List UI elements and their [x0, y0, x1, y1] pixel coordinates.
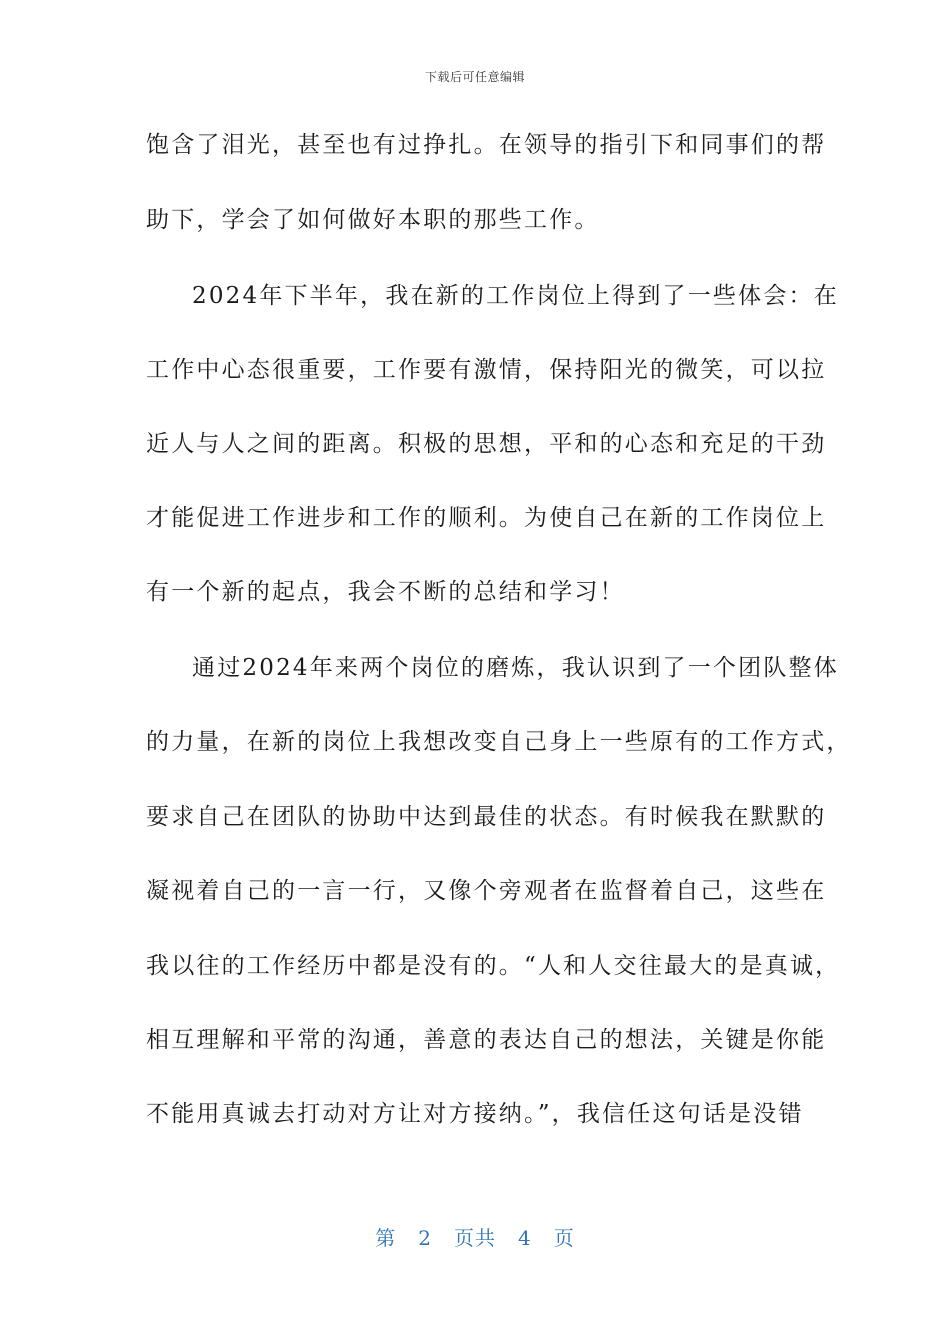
paragraph-line: 才能促进工作进步和工作的顺利。为使自己在新的工作岗位上 [146, 505, 827, 531]
paragraph-line: 相互理解和平常的沟通，善意的表达自己的想法，关键是你能 [146, 1027, 827, 1053]
page-header-note: 下载后可任意编辑 [424, 70, 525, 84]
footer-suffix: 页 [553, 1226, 575, 1250]
paragraph-line: 通过2024年来两个岗位的磨炼，我认识到了一个团队整体 [192, 655, 839, 681]
paragraph-line: 2024年下半年，我在新的工作岗位上得到了一些体会：在 [192, 283, 839, 309]
paragraph-line: 饱含了泪光，甚至也有过挣扎。在领导的指引下和同事们的帮 [146, 132, 827, 158]
paragraph-line: 凝视着自己的一言一行，又像个旁观者在监督着自己，这些在 [146, 878, 827, 904]
paragraph-line: 有一个新的起点，我会不断的总结和学习！ [146, 579, 625, 605]
paragraph-line: 不能用真诚去打动对方让对方接纳。”，我信任这句话是没错 [146, 1101, 804, 1127]
footer-current-page: 2 [418, 1226, 432, 1250]
paragraph-line: 近人与人之间的距离。积极的思想，平和的心态和充足的干劲 [146, 431, 827, 457]
footer-middle: 页共 [454, 1226, 496, 1250]
page-footer [0, 1222, 950, 1251]
footer-prefix: 第 [375, 1226, 397, 1250]
paragraph-line: 的力量，在新的岗位上我想改变自己身上一些原有的工作方式， [146, 729, 852, 755]
paragraph-line: 要求自己在团队的协助中达到最佳的状态。有时候我在默默的 [146, 804, 827, 830]
footer-total-pages: 4 [518, 1226, 532, 1250]
paragraph-line: 我以往的工作经历中都是没有的。“人和人交往最大的是真诚， [146, 953, 841, 979]
paragraph-line: 工作中心态很重要，工作要有激情，保持阳光的微笑，可以拉 [146, 357, 827, 383]
paragraph-line: 助下，学会了如何做好本职的那些工作。 [146, 207, 600, 233]
